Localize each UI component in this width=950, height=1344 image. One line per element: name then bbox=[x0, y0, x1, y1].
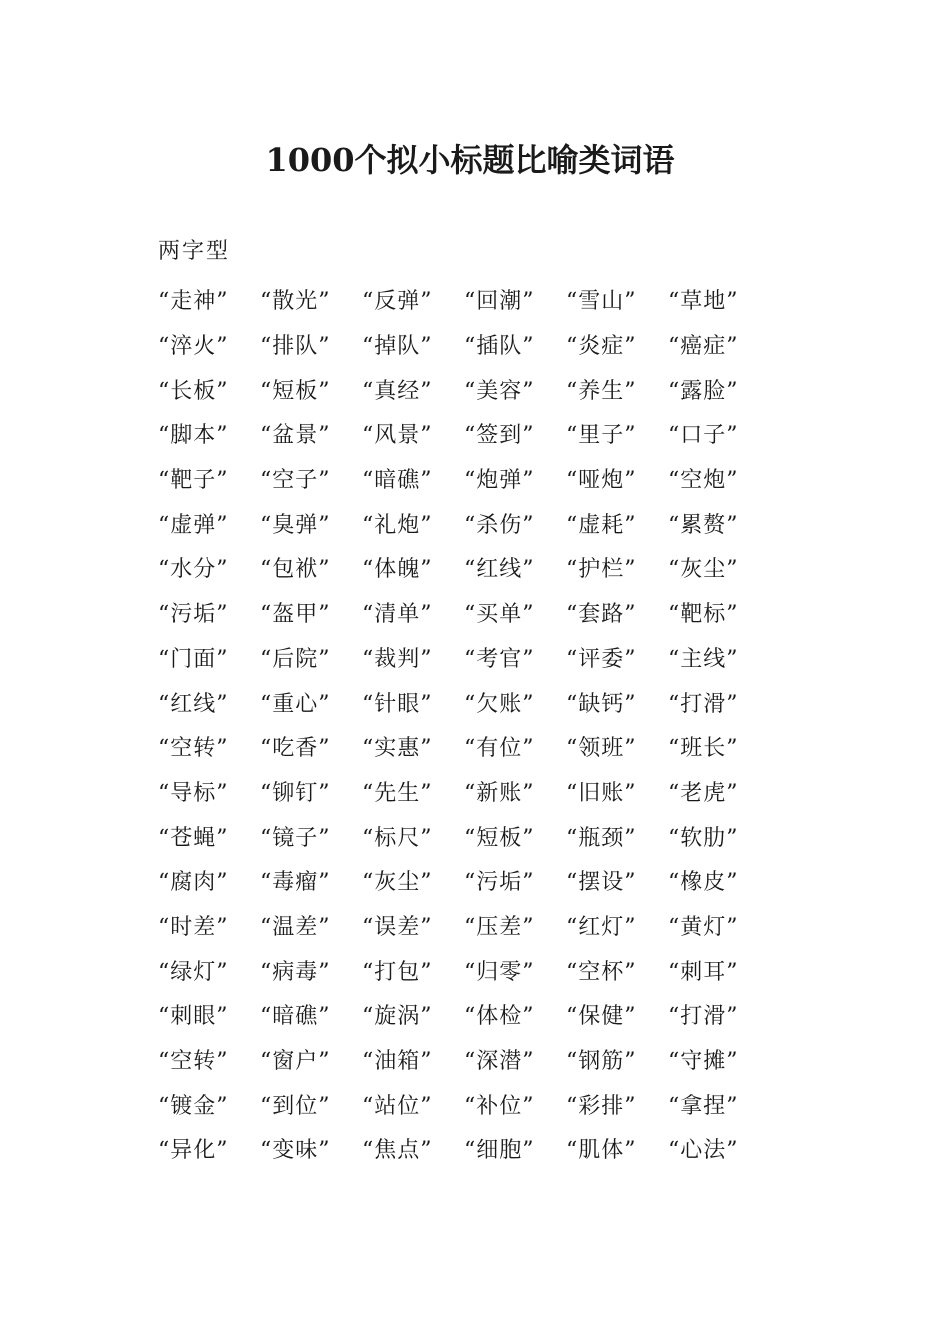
word-item: “苍蝇” bbox=[158, 825, 229, 851]
word-item: “空转” bbox=[158, 1049, 229, 1075]
word-item: “到位” bbox=[260, 1093, 331, 1119]
word-row bbox=[158, 325, 770, 370]
word-row bbox=[158, 280, 770, 325]
word-item: “暗礁” bbox=[362, 468, 433, 494]
word-item: “腐肉” bbox=[158, 870, 229, 896]
word-item: “标尺” bbox=[362, 825, 433, 851]
word-item: “实惠” bbox=[362, 736, 433, 762]
word-item: “先生” bbox=[362, 780, 433, 806]
word-item: “心法” bbox=[668, 1138, 739, 1164]
word-item: “细胞” bbox=[464, 1138, 535, 1164]
word-item: “礼炮” bbox=[362, 512, 433, 538]
word-item: “靶子” bbox=[158, 468, 229, 494]
word-item: “癌症” bbox=[668, 334, 739, 360]
word-item: “新账” bbox=[464, 780, 535, 806]
word-item: “刺耳” bbox=[668, 959, 739, 985]
word-item: “套路” bbox=[566, 602, 637, 628]
word-item: “重心” bbox=[260, 691, 331, 717]
word-item: “导标” bbox=[158, 780, 229, 806]
word-item: “雪山” bbox=[566, 289, 637, 315]
word-item: “买单” bbox=[464, 602, 535, 628]
word-item: “吃香” bbox=[260, 736, 331, 762]
word-item: “里子” bbox=[566, 423, 637, 449]
word-item: “绿灯” bbox=[158, 959, 229, 985]
word-item: “淬火” bbox=[158, 334, 229, 360]
word-item: “班长” bbox=[668, 736, 739, 762]
word-item: “焦点” bbox=[362, 1138, 433, 1164]
word-item: “炮弹” bbox=[464, 468, 535, 494]
page-title: 1000个拟小标题比喻类词语 bbox=[265, 141, 675, 179]
word-item: “脚本” bbox=[158, 423, 229, 449]
word-item: “炎症” bbox=[566, 334, 637, 360]
word-item: “污垢” bbox=[158, 602, 229, 628]
word-item: “短板” bbox=[260, 378, 331, 404]
word-row bbox=[158, 682, 770, 727]
word-item: “门面” bbox=[158, 646, 229, 672]
word-item: “风景” bbox=[362, 423, 433, 449]
word-row bbox=[158, 593, 770, 638]
word-row bbox=[158, 906, 770, 951]
word-item: “草地” bbox=[668, 289, 739, 315]
word-item: “空子” bbox=[260, 468, 331, 494]
word-item: “短板” bbox=[464, 825, 535, 851]
word-item: “后院” bbox=[260, 646, 331, 672]
word-row bbox=[158, 727, 770, 772]
word-item: “虚弹” bbox=[158, 512, 229, 538]
word-item: “镀金” bbox=[158, 1093, 229, 1119]
word-row bbox=[158, 369, 770, 414]
word-item: “打包” bbox=[362, 959, 433, 985]
word-item: “窗户” bbox=[260, 1049, 331, 1075]
word-item: “异化” bbox=[158, 1138, 229, 1164]
word-item: “误差” bbox=[362, 914, 433, 940]
word-item: “铆钉” bbox=[260, 780, 331, 806]
word-item: “水分” bbox=[158, 557, 229, 583]
word-item: “杀伤” bbox=[464, 512, 535, 538]
word-item: “老虎” bbox=[668, 780, 739, 806]
word-item: “清单” bbox=[362, 602, 433, 628]
word-item: “拿捏” bbox=[668, 1093, 739, 1119]
section-label: 两字型 bbox=[158, 239, 231, 264]
word-item: “旋涡” bbox=[362, 1004, 433, 1030]
word-item: “暗礁” bbox=[260, 1004, 331, 1030]
word-row bbox=[158, 995, 770, 1040]
word-item: “彩排” bbox=[566, 1093, 637, 1119]
word-item: “压差” bbox=[464, 914, 535, 940]
word-item: “虚耗” bbox=[566, 512, 637, 538]
word-item: “美容” bbox=[464, 378, 535, 404]
word-row bbox=[158, 414, 770, 459]
word-item: “刺眼” bbox=[158, 1004, 229, 1030]
word-item: “旧账” bbox=[566, 780, 637, 806]
word-item: “主线” bbox=[668, 646, 739, 672]
word-item: “打滑” bbox=[668, 691, 739, 717]
word-item: “养生” bbox=[566, 378, 637, 404]
word-row bbox=[158, 861, 770, 906]
word-item: “累赘” bbox=[668, 512, 739, 538]
word-item: “摆设” bbox=[566, 870, 637, 896]
word-item: “盆景” bbox=[260, 423, 331, 449]
word-item: “盔甲” bbox=[260, 602, 331, 628]
word-item: “站位” bbox=[362, 1093, 433, 1119]
word-item: “包袱” bbox=[260, 557, 331, 583]
word-item: “橡皮” bbox=[668, 870, 739, 896]
word-row bbox=[158, 1129, 770, 1174]
word-item: “臭弹” bbox=[260, 512, 331, 538]
word-item: “灰尘” bbox=[668, 557, 739, 583]
word-row bbox=[158, 1040, 770, 1085]
word-item: “保健” bbox=[566, 1004, 637, 1030]
word-item: “排队” bbox=[260, 334, 331, 360]
word-item: “红线” bbox=[158, 691, 229, 717]
word-item: “变味” bbox=[260, 1138, 331, 1164]
word-item: “欠账” bbox=[464, 691, 535, 717]
word-row bbox=[158, 772, 770, 817]
word-item: “油箱” bbox=[362, 1049, 433, 1075]
word-item: “肌体” bbox=[566, 1138, 637, 1164]
word-item: “污垢” bbox=[464, 870, 535, 896]
word-row bbox=[158, 548, 770, 593]
word-item: “毒瘤” bbox=[260, 870, 331, 896]
word-item: “走神” bbox=[158, 289, 229, 315]
word-row bbox=[158, 1084, 770, 1129]
word-item: “插队” bbox=[464, 334, 535, 360]
word-item: “补位” bbox=[464, 1093, 535, 1119]
word-item: “哑炮” bbox=[566, 468, 637, 494]
word-item: “裁判” bbox=[362, 646, 433, 672]
word-item: “打滑” bbox=[668, 1004, 739, 1030]
word-item: “护栏” bbox=[566, 557, 637, 583]
word-item: “真经” bbox=[362, 378, 433, 404]
word-item: “针眼” bbox=[362, 691, 433, 717]
word-item: “有位” bbox=[464, 736, 535, 762]
word-item: “体魄” bbox=[362, 557, 433, 583]
word-item: “签到” bbox=[464, 423, 535, 449]
word-item: “红灯” bbox=[566, 914, 637, 940]
word-item: “领班” bbox=[566, 736, 637, 762]
word-item: “空转” bbox=[158, 736, 229, 762]
word-item: “散光” bbox=[260, 289, 331, 315]
word-row bbox=[158, 638, 770, 683]
word-item: “病毒” bbox=[260, 959, 331, 985]
word-row bbox=[158, 816, 770, 861]
word-item: “长板” bbox=[158, 378, 229, 404]
word-item: “回潮” bbox=[464, 289, 535, 315]
word-item: “露脸” bbox=[668, 378, 739, 404]
word-grid bbox=[158, 280, 770, 1174]
word-row bbox=[158, 950, 770, 995]
word-item: “靶标” bbox=[668, 602, 739, 628]
word-item: “掉队” bbox=[362, 334, 433, 360]
word-item: “体检” bbox=[464, 1004, 535, 1030]
word-item: “口子” bbox=[668, 423, 739, 449]
word-item: “空炮” bbox=[668, 468, 739, 494]
word-item: “温差” bbox=[260, 914, 331, 940]
word-item: “反弹” bbox=[362, 289, 433, 315]
word-item: “深潜” bbox=[464, 1049, 535, 1075]
word-item: “考官” bbox=[464, 646, 535, 672]
word-item: “缺钙” bbox=[566, 691, 637, 717]
word-item: “镜子” bbox=[260, 825, 331, 851]
word-row bbox=[158, 503, 770, 548]
word-item: “瓶颈” bbox=[566, 825, 637, 851]
word-item: “红线” bbox=[464, 557, 535, 583]
word-item: “守摊” bbox=[668, 1049, 739, 1075]
word-item: “软肋” bbox=[668, 825, 739, 851]
word-item: “钢筋” bbox=[566, 1049, 637, 1075]
word-item: “评委” bbox=[566, 646, 637, 672]
word-item: “灰尘” bbox=[362, 870, 433, 896]
word-item: “空杯” bbox=[566, 959, 637, 985]
word-item: “归零” bbox=[464, 959, 535, 985]
word-row bbox=[158, 459, 770, 504]
word-item: “黄灯” bbox=[668, 914, 739, 940]
word-item: “时差” bbox=[158, 914, 229, 940]
